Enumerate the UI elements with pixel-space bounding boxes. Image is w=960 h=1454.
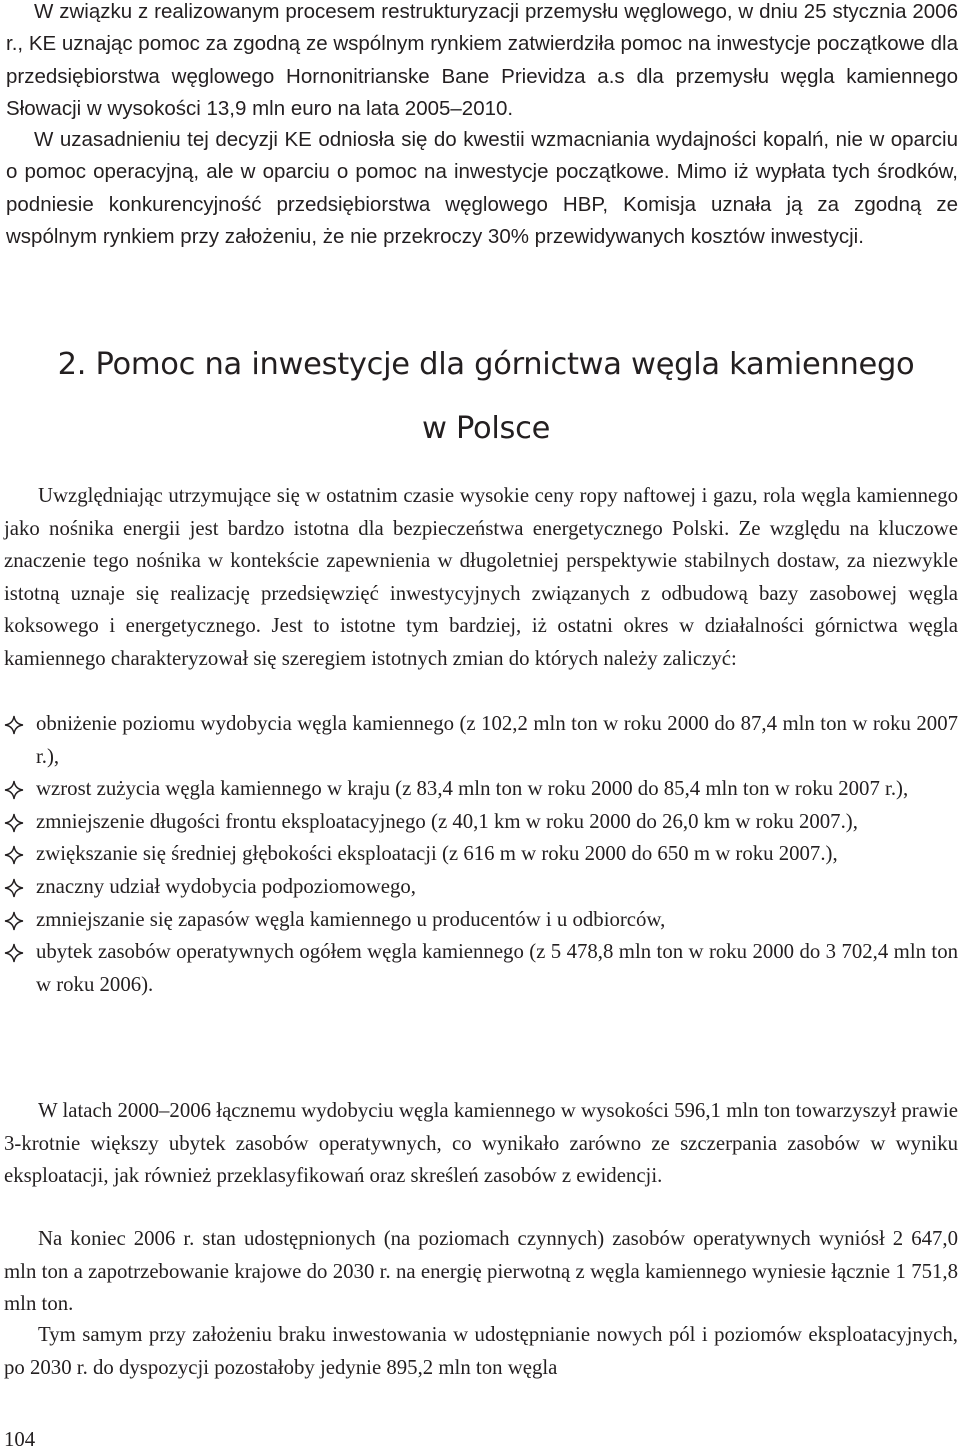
list-item-text: obniżenie poziomu wydobycia węgla kamiennego (z 102,2 mln ton w roku 2000 do 87,4 mln ton w roku 2007 r.),	[36, 712, 958, 768]
list-item-text: ubytek zasobów operatywnych ogółem węgla kamiennego (z 5 478,8 mln ton w roku 2000 do 3 702,4 mln ton w roku 2006).	[36, 940, 958, 996]
changes-list	[4, 708, 958, 1001]
four-point-star-icon	[4, 911, 24, 931]
list-item-text: znaczny udział wydobycia podpoziomowego,	[36, 874, 417, 898]
section-title-line2: w Polsce	[421, 411, 551, 446]
list-item	[4, 773, 958, 806]
paragraph-extraction-2000-2006: W latach 2000–2006 łącznemu wydobyciu węgla kamiennego w wysokości 596,1 mln ton towarzyszył prawie 3-krotnie większy ubytek zasobów operatywnych, co wynikało zarówno ze szczerpania zasobów w wyniku eksploatacji, jak również przeklasyfikowań oraz skreśleń zasobów z ewidencji.	[4, 1099, 958, 1188]
paragraph-intro: Uwzględniając utrzymujące się w ostatnim czasie wysokie ceny ropy naftowej i gazu, rola węgla kamiennego jako nośnika energii jest bardzo istotna dla bezpieczeństwa energetycznego Polski. Ze względu na kluczowe znaczenie tego nośnika w kontekście zapewnienia w długoletniej perspektywie stabilnych dostaw, za niezwykle istotną uznaje się realizację przedsięwzięć inwestycyjnych związanych z odbudową bazy zasobowej węgla koksowego i energetycznego. Jest to istotne tym bardziej, iż ostatni okres w działalności górnictwa węgla kamiennego charakteryzował się szeregiem istotnych zmian do których należy zaliczyć:	[4, 484, 958, 670]
page-number: 104	[4, 1428, 36, 1451]
four-point-star-icon	[4, 878, 24, 898]
paragraph-no-investment: Tym samym przy założeniu braku inwestowania w udostępnianie nowych pól i poziomów eksploatacyjnych, po 2030 r. do dyspozycji pozostałoby jedynie 895,2 mln ton węgla	[4, 1323, 958, 1379]
four-point-star-icon	[4, 813, 24, 833]
list-item-text: zmniejszenie długości frontu eksploatacyjnego (z 40,1 km w roku 2000 do 26,0 km w roku 2007.),	[36, 809, 858, 833]
list-item	[4, 936, 958, 1001]
section-title-line1: 2. Pomoc na inwestycje dla górnictwa węgla kamiennego	[57, 347, 915, 382]
paragraph-slovakia-aid: W związku z realizowanym procesem restrukturyzacji przemysłu węglowego, w dniu 25 stycznia 2006 r., KE uznając pomoc za zgodną ze wspólnym rynkiem zatwierdziła pomoc na inwestycje początkowe dla przedsiębiorstwa węglowego Hornonitrianske Bane Prievidza a.s dla przemysłu węgla kamiennego Słowacji w wysokości 13,9 mln euro na lata 2005–2010.	[6, 0, 958, 121]
list-item	[4, 708, 958, 773]
four-point-star-icon	[4, 943, 24, 963]
list-item-text: zwiększanie się średniej głębokości eksploatacji (z 616 m w roku 2000 do 650 m w roku 2007.),	[36, 842, 838, 866]
four-point-star-icon	[4, 845, 24, 865]
paragraph-end-2006: Na koniec 2006 r. stan udostępnionych (na poziomach czynnych) zasobów operatywnych wyniósł 2 647,0 mln ton a zapotrzebowanie krajowe do 2030 r. na energię pierwotną z węgla kamiennego wyniesie łącznie 1 751,8 mln ton.	[4, 1227, 958, 1316]
list-item	[4, 904, 958, 937]
list-item-text: wzrost zużycia węgla kamiennego w kraju (z 83,4 mln ton w roku 2000 do 85,4 mln ton w roku 2007 r.),	[36, 777, 909, 801]
paragraph-ke-justification: W uzasadnieniu tej decyzji KE odniosła się do kwestii wzmacniania wydajności kopalń, nie w oparciu o pomoc operacyjną, ale w oparciu o pomoc na inwestycje początkowe. Mimo iż wypłata tych środków, podniesie konkurencyjność przedsiębiorstwa węglowego HBP, Komisja uznała ją za zgodną ze wspólnym rynkiem przy założeniu, że nie przekroczy 30% przewidywanych kosztów inwestycji.	[6, 128, 958, 249]
four-point-star-icon	[4, 780, 24, 800]
four-point-star-icon	[4, 715, 24, 735]
list-item-text: zmniejszanie się zapasów węgla kamiennego u producentów i u odbiorców,	[36, 907, 666, 931]
list-item	[4, 806, 958, 839]
list-item	[4, 838, 958, 871]
list-item	[4, 871, 958, 904]
